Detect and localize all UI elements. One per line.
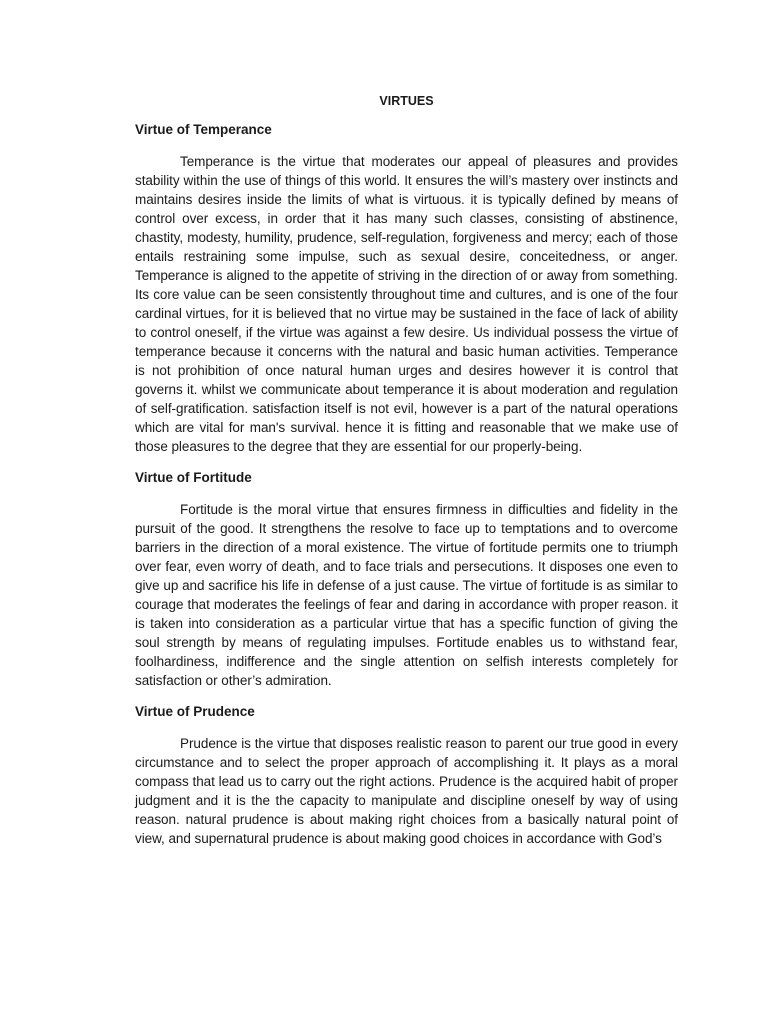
paragraph-prudence: Prudence is the virtue that disposes realistic reason to parent our true good in every circumstance and to select the proper approach of accomplishing it. It plays as a moral compass that lead us to carry out the right actions. Prudence is the acquired habit of proper judgment and it is the the capacity to manipulate and discipline oneself by way of using reason. natural prudence is about making right choices from a basically natural point of view, and supernatural prudence is about making good choices in accordance with God’s [135,736,678,846]
section-fortitude [135,469,678,690]
section-temperance [135,121,678,456]
section-heading-temperance: Virtue of Temperance [135,122,272,137]
document-title: VIRTUES [379,94,434,108]
paragraph-fortitude: Fortitude is the moral virtue that ensures firmness in difficulties and fidelity in the pursuit of the good. It strengthens the resolve to face up to temptations and to overcome barriers in the direction of a moral existence. The virtue of fortitude permits one to triumph over fear, even worry of death, and to face trials and persecutions. It disposes one even to give up and sacrifice his life in defense of a just cause. The virtue of fortitude is as similar to courage that moderates the feelings of fear and daring in accordance with proper reason. it is taken into consideration as a particular virtue that has a specific function of giving the soul strength by means of regulating impulses. Fortitude enables us to withstand fear, foolhardiness, indifference and the single attention on selfish interests completely for satisfaction or other’s admiration. [135,502,678,688]
paragraph-temperance: Temperance is the virtue that moderates our appeal of pleasures and provides stability within the use of things of this world. It ensures the will’s mastery over instincts and maintains desires inside the limits of what is virtuous. it is typically defined by means of control over excess, in order that it has many such classes, consisting of abstinence, chastity, modesty, humility, prudence, self-regulation, forgiveness and mercy; each of those entails restraining some impulse, such as sexual desire, conceitedness, or anger. Temperance is aligned to the appetite of striving in the direction of or away from something. Its core value can be seen consistently throughout time and cultures, and is one of the four cardinal virtues, for it is believed that no virtue may be sustained in the face of lack of ability to control oneself, if the virtue was against a few desire. Us individual possess the virtue of temperance because it concerns with the natural and basic human activities. Temperance is not prohibition of once natural human urges and desires however it is control that governs it. whilst we communicate about temperance it is about moderation and regulation of self-gratification. satisfaction itself is not evil, however is a part of the natural operations which are vital for man's survival. hence it is fitting and reasonable that we make use of those pleasures to the degree that they are essential for our properly-being. [135,154,678,454]
section-heading-prudence: Virtue of Prudence [135,704,255,719]
document-page [135,93,678,861]
section-heading-fortitude: Virtue of Fortitude [135,470,252,485]
section-prudence [135,703,678,848]
